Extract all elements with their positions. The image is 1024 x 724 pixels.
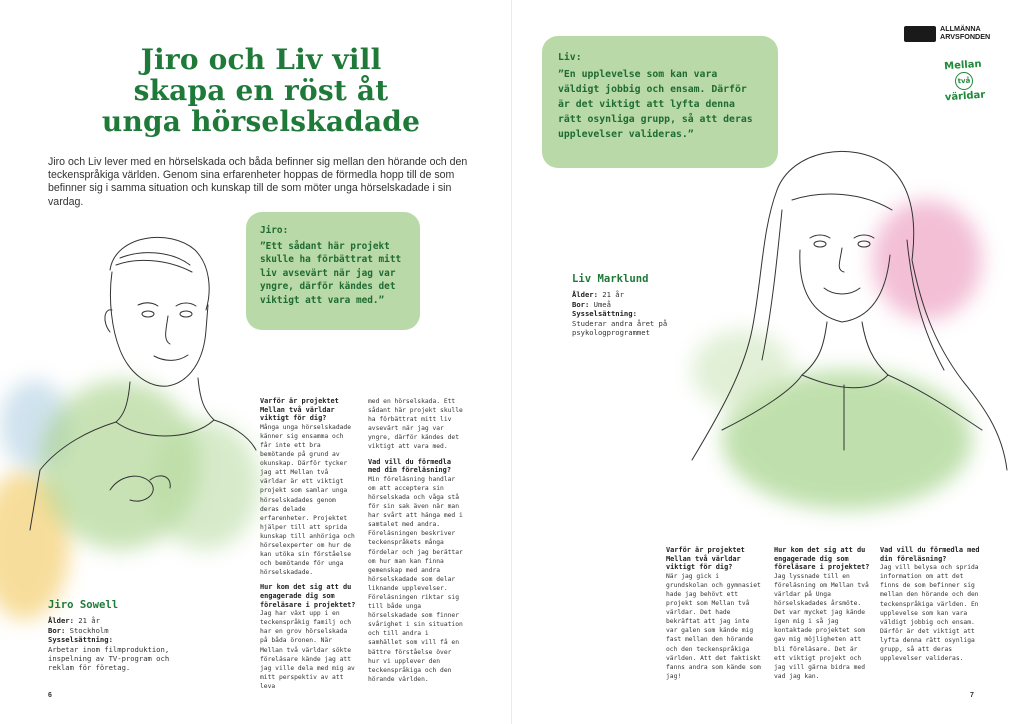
liv-lives: Umeå [593,299,611,309]
liv-portrait-illustration [682,130,1012,490]
jiro-column-2 [368,397,466,684]
jiro-answer-2: Jag har växt upp i en teckenspråkig familj och har en grov hörselskada på båda öronen. När Mellan två världar sökte föreläsare kände jag att jag ville dela med mig av mitt perspektiv av att leva [260,610,355,690]
right-page [512,0,1024,724]
jiro-job-row [48,635,178,644]
mellan-logo-mid: två [954,71,973,90]
liv-quote-text: ”En upplevelse som kan vara väldigt jobbig och ensam. Därför är det viktigt att lyfta denna rätt osynliga grupp, så att deras upplevelser valideras.” [558,69,753,140]
liv-quote-speaker: Liv: [558,52,582,63]
jiro-lives: Stockholm [69,625,109,635]
jiro-question-2: Hur kom det sig att du engagerade dig som föreläsare i projektet? [260,583,356,609]
liv-lives-label: Bor: [572,299,590,309]
jiro-answer-3: Min föreläsning handlar om att acceptera sin hörselskada och våga stå för sin sak även när man har svårt att hänga med i samtalet med andra. Föreläsningen beskriver teckenspråkets många fördelar och jag berättar om hur man kan finna gemenskap med andra hörselskadade som delar liknande upplevelser. Föreläsningen riktar sig till både unga hörselskadade som finner svårighet i sin situation och till andra i samhället som vill få en bättre förståelse över hur vi upplever den teckenspråkiga och den hörande världen. [368,475,463,683]
liv-age-label: Ålder: [572,290,598,300]
liv-answer-3: Jag vill belysa och sprida information om att det finns de som befinner sig mellan den hörande och den teckenspråkiga världen. En upplevelse som kan vara väldigt jobbig och ensam. Därför är det viktigt att lyfta denna rätt osynliga grupp, så att deras upplevelser valideras. [880,564,979,663]
jiro-lives-row [48,626,178,635]
jiro-age-label: Ålder: [48,616,74,626]
arvsfonden-line-2: ARVSFONDEN [940,32,991,41]
jiro-answer-1: Många unga hörselskadade känner sig ensamma och får inte ett bra bemötande på grund av okunskap. Därför tycker jag att Mellan två världar är ett viktigt projekt som samlar unga hörselskadades genom deras delade erfarenheter. Projektet hjälper till att sprida kunskap till anhöriga och hörselexperter om hur de kan utöka sin förståelse och bemötande för unga hörselskadade. [260,423,355,577]
liv-name: Liv Marklund [572,273,649,285]
page-title: Jiro och Liv vill skapa en röst åt unga hörselskadade [101,43,421,138]
liv-answer-1: När jag gick i grundskolan och gymnasiet hade jag behövt ett projekt som Mellan två världar. Det hade bekräftat att jag inte var galen som kände mig fast mellan den hörande och den teckenspråkiga världen. Att det faktiskt fanns andra som kände som jag! [666,572,761,680]
jiro-lives-label: Bor: [48,625,66,635]
liv-question-1: Varför är projektet Mellan två världar viktigt för dig? [666,546,745,572]
jiro-age-row [48,616,178,625]
jiro-name: Jiro Sowell [48,599,119,611]
liv-column-3 [880,546,984,663]
liv-column-2 [774,546,872,681]
jiro-quote-bubble [246,212,420,330]
jiro-column-1 [260,397,356,691]
liv-lives-row [572,300,692,309]
liv-job-row [572,309,692,318]
mellan-tva-varldar-logo [937,58,992,104]
liv-age: 21 år [602,290,624,300]
arvsfonden-logo-icon [904,26,936,42]
liv-column-1 [666,546,764,681]
arvsfonden-line-1: ALLMÄNNA [940,24,981,33]
mellan-logo-bottom: världar [944,89,986,104]
jiro-job: Arbetar inom filmproduktion, inspelning av TV-program och reklam för företag. [48,644,170,673]
jiro-quote-text: ”Ett sådant här projekt skulle ha förbättrat mitt liv avsevärt när jag var yngre, därför kändes det viktigt att vara med.” [260,240,402,306]
jiro-quote-speaker: Jiro: [260,225,289,236]
liv-quote-bubble [542,36,778,168]
liv-job: Studerar andra året på psykologprogrammet [572,318,668,338]
page-number-left: 6 [48,692,52,699]
liv-profile [572,275,692,337]
arvsfonden-logo-text [940,25,990,41]
liv-age-row [572,290,692,299]
jiro-question-3: Vad vill du förmedla med din föreläsning? [368,457,451,475]
liv-job-label: Sysselsättning: [572,309,637,319]
jiro-job-label: Sysselsättning: [48,635,113,645]
jiro-profile [48,601,178,673]
liv-question-3: Vad vill du förmedla med din föreläsning? [880,546,980,563]
page-number-right: 7 [970,692,974,699]
mellan-logo-top: Mellan [943,58,982,73]
jiro-portrait-illustration [20,210,260,540]
jiro-answer-2-continued: med en hörselskada. Ett sådant här projekt skulle ha förbättrat mitt liv avsevärt när jag var yngre, därför kändes det viktigt att vara med. [368,398,463,451]
liv-answer-2: Jag lyssnade till en föreläsning om Mellan två världar på Unga hörselskadades årsmöte. Det var mycket jag kände igen mig i så jag kontaktade projektet som gav mig möjligheten att bli föreläsare. Det är ett viktigt projekt och jag vill gärna bidra med vad jag kan. [774,572,869,680]
liv-question-2: Hur kom det sig att du engagerade dig som föreläsare i projektet? [774,546,870,572]
jiro-question-1: Varför är projektet Mellan två världar viktigt för dig? [260,397,339,423]
intro-paragraph: Jiro och Liv lever med en hörselskada och båda befinner sig mellan den hörande och den teckenspråkiga världen. Genom sina erfarenheter hoppas de förmedla hopp till de som befinner sig i samma situation och kunskap till de som möter unga hörselskadade i sin vardag. [48,156,468,208]
jiro-age: 21 år [78,616,100,626]
